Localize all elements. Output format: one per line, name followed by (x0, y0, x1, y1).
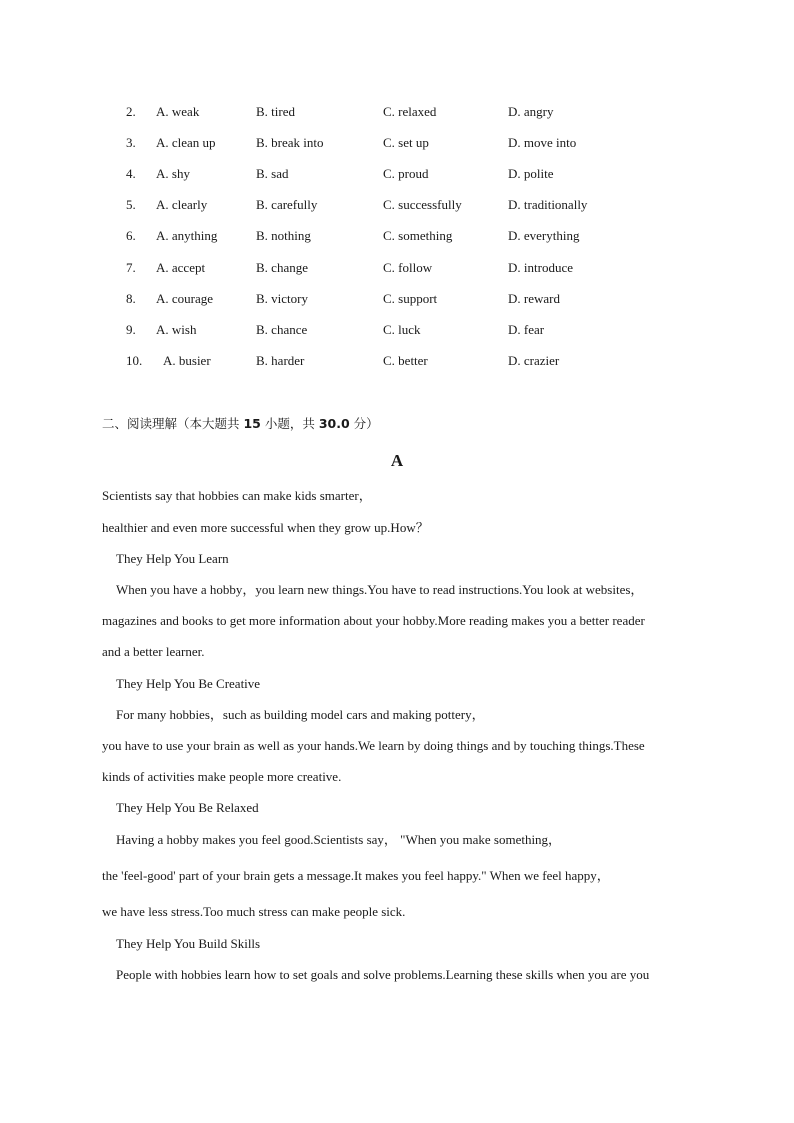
question-number: 2. (126, 104, 136, 119)
passage-title: A (390, 451, 404, 470)
question-number: 4. (126, 166, 136, 181)
option-c: C. set up (383, 135, 429, 150)
section-heading-middle: 小题，共 (260, 416, 319, 431)
option-a: A. clearly (156, 197, 208, 212)
option-c: C. something (383, 228, 453, 243)
option-a: A. wish (156, 322, 197, 337)
option-b: B. change (256, 260, 308, 275)
option-d: D. angry (508, 104, 554, 119)
option-a: A. clean up (156, 135, 216, 150)
question-number: 3. (126, 135, 136, 150)
question-number: 7. (126, 260, 136, 275)
section-heading-prefix: 二、阅读理解（本大题共 (102, 416, 244, 431)
option-b: B. sad (256, 166, 289, 181)
option-b: B. chance (256, 322, 308, 337)
option-row-10 (0, 351, 794, 371)
option-a: A. accept (156, 260, 206, 275)
option-d: D. fear (508, 322, 545, 337)
section-heading (102, 414, 379, 434)
option-b: B. nothing (256, 228, 311, 243)
question-number: 10. (126, 353, 143, 368)
section-question-count: 15 (243, 416, 261, 431)
passage-line: kinds of activities make people more creative. (102, 769, 342, 784)
passage-line: For many hobbies，such as building model cars and making pottery， (116, 707, 485, 722)
option-c: C. luck (383, 322, 421, 337)
option-c: C. proud (383, 166, 429, 181)
passage-line: and a better learner. (102, 644, 205, 659)
question-number: 9. (126, 322, 136, 337)
option-a: A. weak (156, 104, 200, 119)
question-number: 5. (126, 197, 136, 212)
option-d: D. reward (508, 291, 560, 306)
option-row-3 (0, 133, 794, 153)
option-b: B. carefully (256, 197, 318, 212)
option-a: A. courage (156, 291, 214, 306)
option-a: A. anything (156, 228, 218, 243)
option-c: C. better (383, 353, 428, 368)
option-row-7 (0, 258, 794, 278)
option-row-9 (0, 320, 794, 340)
option-c: C. follow (383, 260, 433, 275)
option-row-6 (0, 226, 794, 246)
option-c: C. relaxed (383, 104, 437, 119)
question-number: 8. (126, 291, 136, 306)
passage-line: we have less stress.Too much stress can make people sick. (102, 904, 406, 919)
passage-line: Having a hobby makes you feel good.Scientists say， "When you make something， (116, 832, 562, 847)
question-number: 6. (126, 228, 136, 243)
passage-line: healthier and even more successful when they grow up.How？ (102, 520, 429, 535)
subheading-creative: They Help You Be Creative (116, 676, 261, 691)
option-b: B. victory (256, 291, 308, 306)
subheading-learn: They Help You Learn (116, 551, 229, 566)
passage-line: you have to use your brain as well as your hands.We learn by doing things and by touching things.These (102, 738, 645, 753)
passage-line: People with hobbies learn how to set goals and solve problems.Learning these skills when you are you (116, 967, 650, 982)
passage-line: When you have a hobby，you learn new things.You have to read instructions.You look at websites， (116, 582, 644, 597)
passage-line: Scientists say that hobbies can make kids smarter， (102, 488, 372, 503)
option-b: B. tired (256, 104, 295, 119)
subheading-skills: They Help You Build Skills (116, 936, 261, 951)
passage-line: magazines and books to get more information about your hobby.More reading makes you a better reader (102, 613, 645, 628)
option-b: B. break into (256, 135, 324, 150)
section-score: 30.0 (318, 416, 350, 431)
option-d: D. everything (508, 228, 580, 243)
option-d: D. traditionally (508, 197, 588, 212)
option-a: A. busier (163, 353, 211, 368)
option-d: D. move into (508, 135, 577, 150)
section-heading-suffix: 分） (349, 416, 379, 431)
subheading-relaxed: They Help You Be Relaxed (116, 800, 259, 815)
option-b: B. harder (256, 353, 305, 368)
option-row-5 (0, 195, 794, 215)
passage-line: the 'feel-good' part of your brain gets a message.It makes you feel happy." When we feel happy， (102, 868, 610, 883)
option-row-4 (0, 164, 794, 184)
option-row-2 (0, 102, 794, 122)
option-d: D. introduce (508, 260, 573, 275)
option-d: D. polite (508, 166, 554, 181)
option-row-8 (0, 289, 794, 309)
option-d: D. crazier (508, 353, 560, 368)
option-a: A. shy (156, 166, 190, 181)
option-c: C. successfully (383, 197, 462, 212)
option-c: C. support (383, 291, 438, 306)
